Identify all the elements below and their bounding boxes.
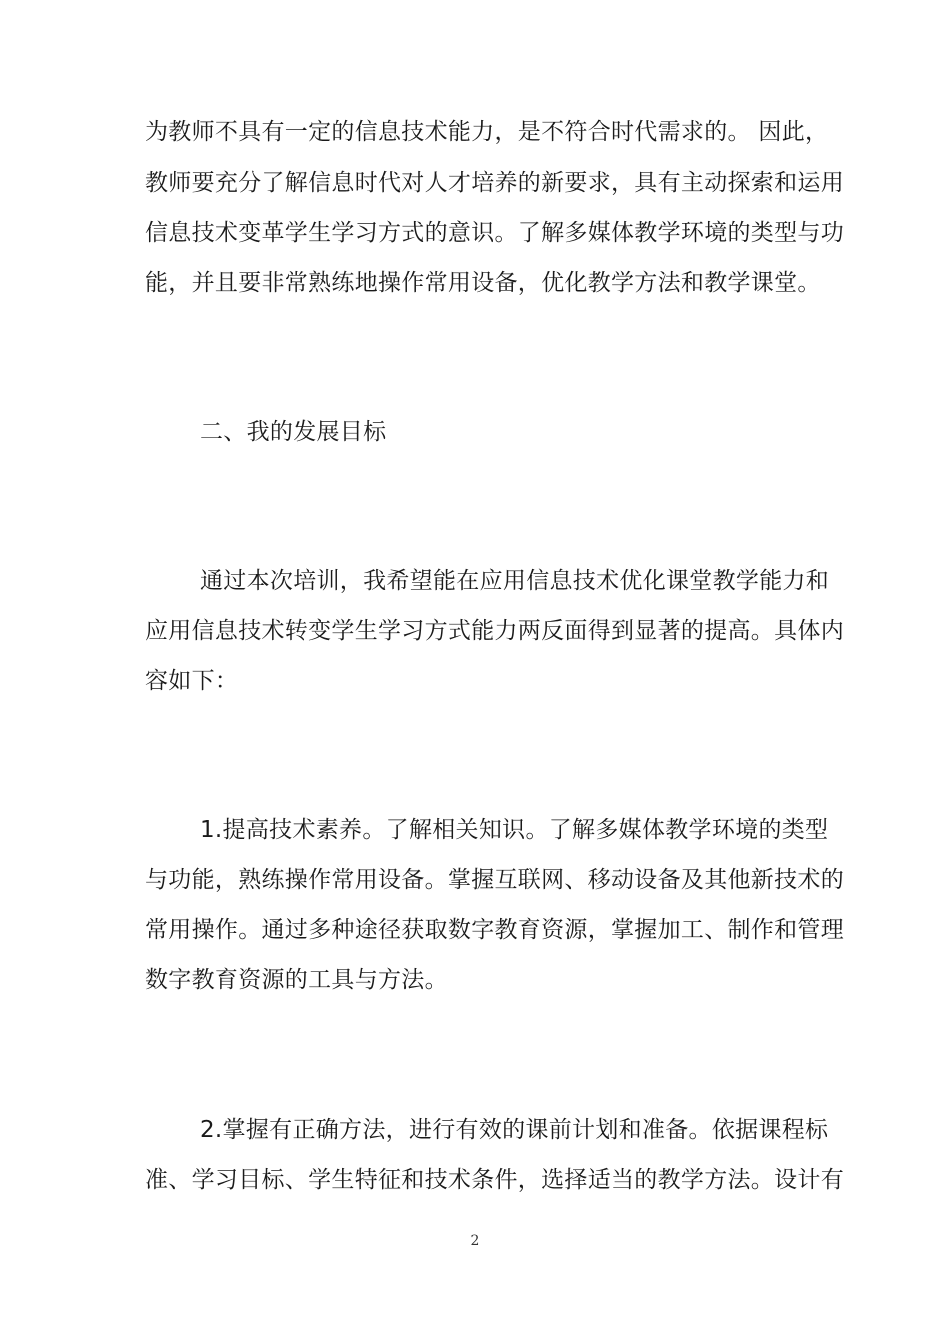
- text-line: 1.提高技术素养。了解相关知识。了解多媒体教学环境的类型: [200, 817, 829, 843]
- text-line: 容如下：: [145, 668, 239, 694]
- text-line: 通过本次培训，我希望能在应用信息技术优化课堂教学能力和: [200, 568, 830, 594]
- text-line: 常用操作。通过多种途径获取数字教育资源，掌握加工、制作和管理: [145, 917, 844, 943]
- text-line: 准、学习目标、学生特征和技术条件，选择适当的教学方法。设计有: [145, 1167, 844, 1193]
- text-line: 教师要充分了解信息时代对人才培养的新要求，具有主动探索和运用: [145, 170, 844, 196]
- text-line: 为教师不具有一定的信息技术能力，是不符合时代需求的。 因此，: [145, 119, 829, 145]
- text-line: 2.掌握有正确方法，进行有效的课前计划和准备。依据课程标: [200, 1117, 829, 1143]
- section-heading: 二、我的发展目标: [200, 419, 387, 445]
- text-line: 应用信息技术转变学生学习方式能力两反面得到显著的提高。具体内: [145, 618, 844, 644]
- text-line: 与功能，熟练操作常用设备。掌握互联网、移动设备及其他新技术的: [145, 867, 844, 893]
- text-line: 数字教育资源的工具与方法。: [145, 967, 448, 993]
- text-line: 信息技术变革学生学习方式的意识。了解多媒体教学环境的类型与功: [145, 220, 844, 246]
- page-number: 2: [470, 1233, 480, 1249]
- text-line: 能，并且要非常熟练地操作常用设备，优化教学方法和教学课堂。: [145, 270, 821, 296]
